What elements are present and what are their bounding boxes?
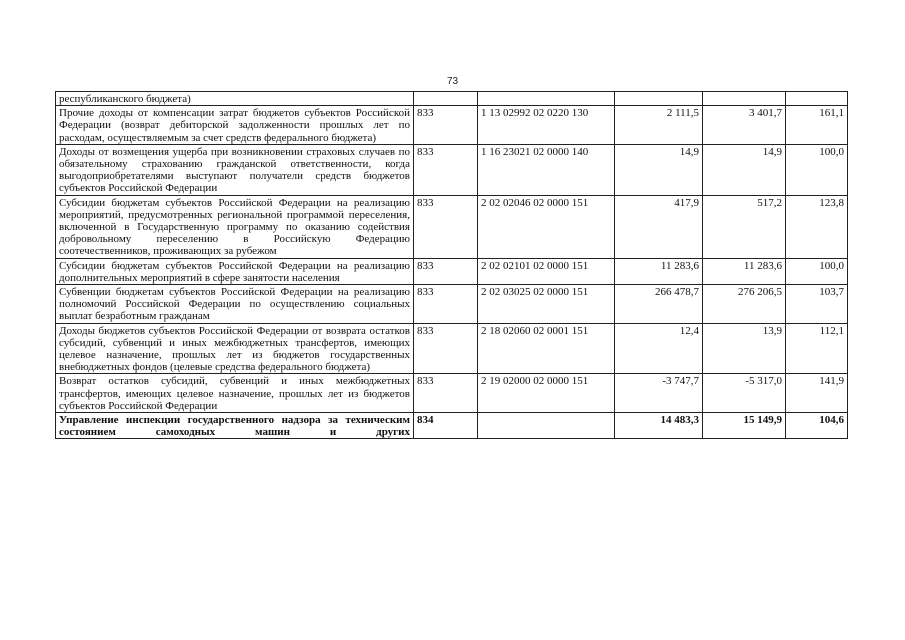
planned-amount: 14 483,3 bbox=[615, 413, 703, 439]
row-description: Субвенции бюджетам субъектов Российской Федерации на реализацию полномочий Российской Федерации по осуществлению социальных выплат безработным гражданам bbox=[56, 285, 414, 324]
admin-code: 833 bbox=[414, 374, 478, 413]
actual-amount: 11 283,6 bbox=[703, 258, 786, 284]
row-description: Доходы бюджетов субъектов Российской Федерации от возврата остатков субсидий, субвенций и иных межбюджетных трансфертов, имеющих целевое назначение, прошлых лет из бюджетов государственных внебюджетных фондов (целевые средства федерального бюджета) bbox=[56, 323, 414, 374]
budget-classification-code: 1 16 23021 02 0000 140 bbox=[478, 144, 615, 195]
admin-code: 833 bbox=[414, 258, 478, 284]
row-description: Субсидии бюджетам субъектов Российской Федерации на реализацию мероприятий, предусмотренных региональной программой переселения, включенной в Государственную программу по оказанию содействия добровольному переселению в Российскую Федерацию соотечественников, проживающих за рубежом bbox=[56, 195, 414, 258]
admin-code: 833 bbox=[414, 106, 478, 145]
admin-code: 833 bbox=[414, 144, 478, 195]
budget-classification-code: 2 02 02101 02 0000 151 bbox=[478, 258, 615, 284]
budget-classification-code: 2 02 02046 02 0000 151 bbox=[478, 195, 615, 258]
row-description: Управление инспекции государственного надзора за техническим состоянием самоходных машин и других bbox=[56, 413, 414, 439]
actual-amount: 276 206,5 bbox=[703, 285, 786, 324]
planned-amount: 266 478,7 bbox=[615, 285, 703, 324]
actual-amount: 517,2 bbox=[703, 195, 786, 258]
execution-percent: 161,1 bbox=[786, 106, 848, 145]
table-row bbox=[56, 258, 848, 284]
planned-amount: -3 747,7 bbox=[615, 374, 703, 413]
actual-amount: 14,9 bbox=[703, 144, 786, 195]
table-row bbox=[56, 144, 848, 195]
budget-classification-code bbox=[478, 413, 615, 439]
table-row bbox=[56, 285, 848, 324]
page-number: 73 bbox=[446, 76, 459, 87]
planned-amount: 12,4 bbox=[615, 323, 703, 374]
budget-classification-code bbox=[478, 92, 615, 106]
execution-percent: 100,0 bbox=[786, 258, 848, 284]
planned-amount: 14,9 bbox=[615, 144, 703, 195]
row-description: республиканского бюджета) bbox=[56, 92, 414, 106]
admin-code: 833 bbox=[414, 285, 478, 324]
table-row bbox=[56, 106, 848, 145]
planned-amount: 11 283,6 bbox=[615, 258, 703, 284]
actual-amount: 3 401,7 bbox=[703, 106, 786, 145]
actual-amount: 15 149,9 bbox=[703, 413, 786, 439]
row-description: Прочие доходы от компенсации затрат бюджетов субъектов Российской Федерации (возврат дебиторской задолженности прошлых лет по расходам, осуществляемым за счет средств федерального бюджета) bbox=[56, 106, 414, 145]
table-row bbox=[56, 195, 848, 258]
execution-percent: 103,7 bbox=[786, 285, 848, 324]
actual-amount: -5 317,0 bbox=[703, 374, 786, 413]
budget-classification-code: 2 19 02000 02 0000 151 bbox=[478, 374, 615, 413]
admin-code: 834 bbox=[414, 413, 478, 439]
planned-amount: 2 111,5 bbox=[615, 106, 703, 145]
execution-percent: 123,8 bbox=[786, 195, 848, 258]
execution-percent: 104,6 bbox=[786, 413, 848, 439]
planned-amount: 417,9 bbox=[615, 195, 703, 258]
budget-classification-code: 2 18 02060 02 0001 151 bbox=[478, 323, 615, 374]
planned-amount bbox=[615, 92, 703, 106]
admin-code bbox=[414, 92, 478, 106]
budget-classification-code: 1 13 02992 02 0220 130 bbox=[478, 106, 615, 145]
table-row bbox=[56, 323, 848, 374]
admin-code: 833 bbox=[414, 323, 478, 374]
actual-amount: 13,9 bbox=[703, 323, 786, 374]
execution-percent bbox=[786, 92, 848, 106]
budget-classification-code: 2 02 03025 02 0000 151 bbox=[478, 285, 615, 324]
admin-code: 833 bbox=[414, 195, 478, 258]
execution-percent: 141,9 bbox=[786, 374, 848, 413]
actual-amount bbox=[703, 92, 786, 106]
table-row bbox=[56, 374, 848, 413]
execution-percent: 112,1 bbox=[786, 323, 848, 374]
row-description: Субсидии бюджетам субъектов Российской Федерации на реализацию дополнительных мероприятий в сфере занятости населения bbox=[56, 258, 414, 284]
table-row bbox=[56, 92, 848, 106]
row-description: Возврат остатков субсидий, субвенций и иных межбюджетных трансфертов, имеющих целевое назначение, прошлых лет из бюджетов субъектов Российской Федерации bbox=[56, 374, 414, 413]
row-description: Доходы от возмещения ущерба при возникновении страховых случаев по обязательному страхованию гражданской ответственности, когда выгодоприобретателями выступают получатели средств бюджетов субъектов Российской Федерации bbox=[56, 144, 414, 195]
budget-revenue-table bbox=[55, 91, 848, 439]
table-row-section-total bbox=[56, 413, 848, 439]
execution-percent: 100,0 bbox=[786, 144, 848, 195]
